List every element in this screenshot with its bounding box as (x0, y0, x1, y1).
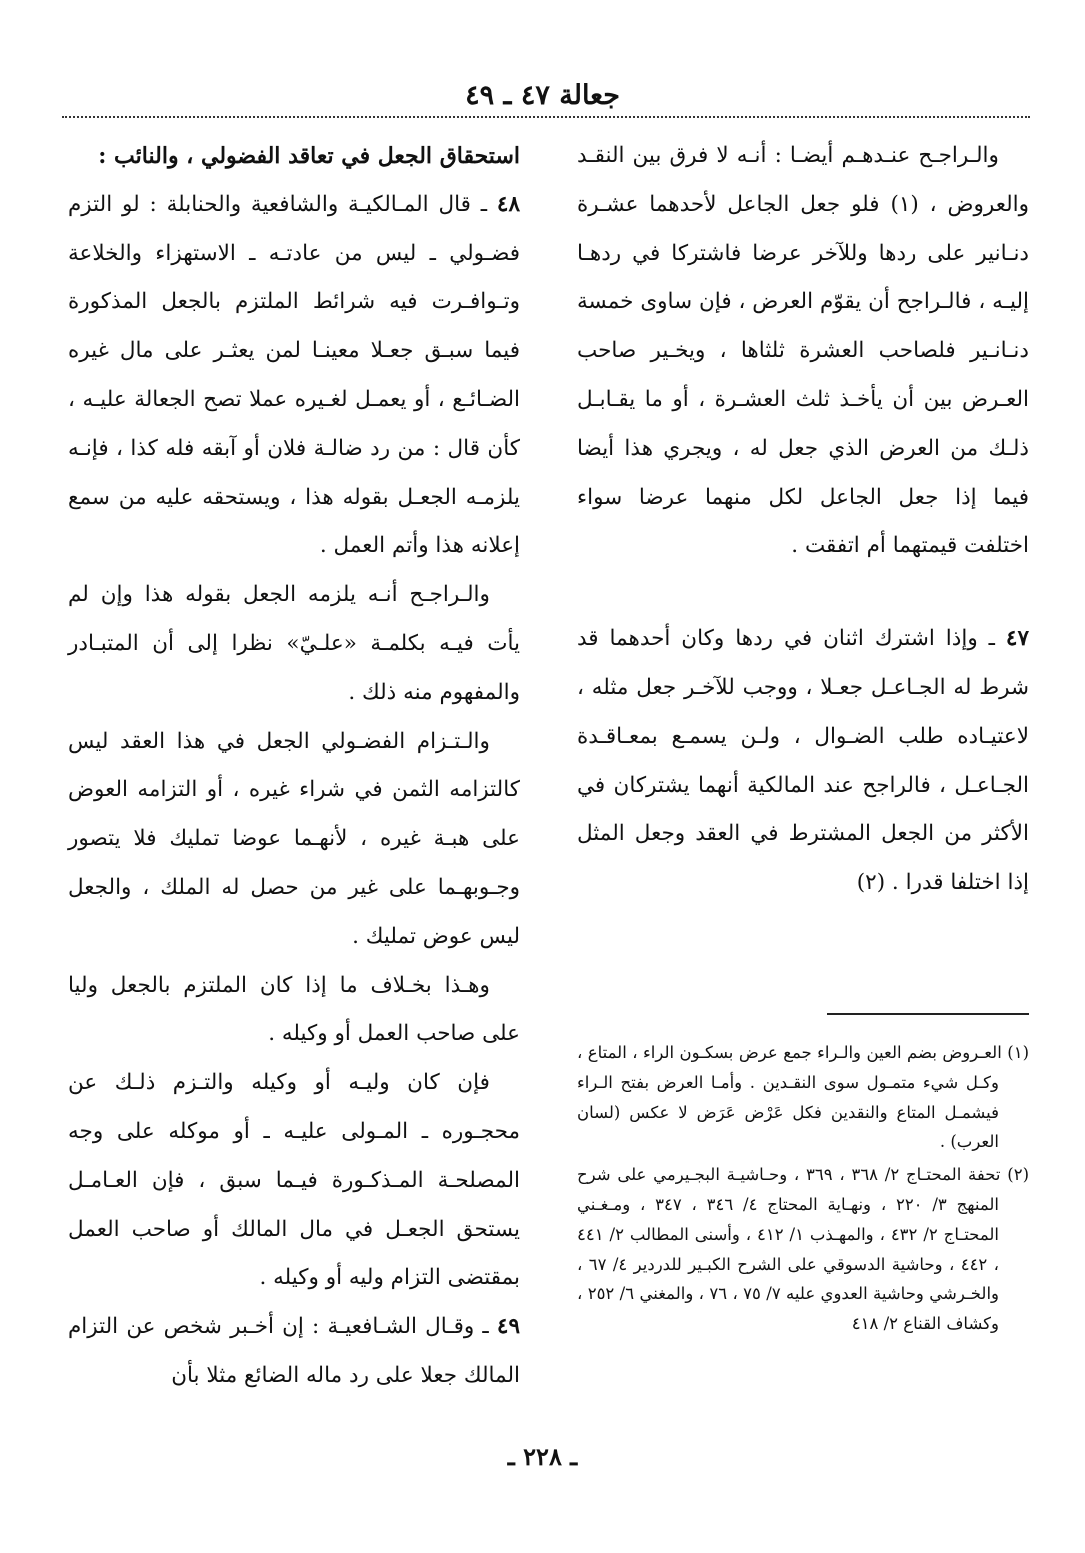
paragraph-48-text: ـ قال المـالكيـة والشافعية والحنابلة : لو التزم فضـولي ـ ليس من عادتـه ـ الاستهزاء والخلاعة وتـوافـرت فيه شرائط الملتزم بالجعل المذكورة فيما سبـق جعـلا معينـا لمن يعثـر على مال غيره الضـائـع ، أو يعمـل لغـيره عملا تصح الجعالة عليـه ، كأن قال : من رد ضالـة فلان أو آبقه فله كذا ، فإنـه يلزمـه الجعـل بقوله هذا ، ويستحقه عليه من سمع إعلانه هذا وأتم العمل . (68, 191, 520, 559)
paragraph-rajih-naqd-urud: والـراجـح عنـدهـم أيضـا : أنـه لا فرق بين النقـد والعروض ، (١) فلو جعل الجاعل لأحدهما عشـرة دنـانير على ردها وللآخر عرضا فاشتركا في ردهـا إليـه ، فالـراجح أن يقوّم العرض ، فإن ساوى خمسة دنـانـير فلصاحب العشرة ثلثاها ، ويخـير صاحب العـرض بين أن يأخـذ ثلث العشـرة ، أو ما يقـابـل ذلـك من العرض الذي جعل له ، ويجري هذا أيضا فيما إذا جعل الجاعل لكل منهما عرضا سواء اختلفت قيمتهما أم اتفقت . (577, 143, 1029, 559)
paragraph-rajih-ali: والـراجـح أنـه يلزمه الجعل بقوله هذا وإن لم يأت فيـه بكلمـة «علـيّ» نظرا إلى أن المتبـادر والمفهوم منه ذلك . (68, 582, 520, 705)
paragraph-49 (68, 1303, 520, 1401)
right-column (577, 132, 1029, 908)
paragraph-number-49: ٤٩ (496, 1314, 520, 1340)
paragraph-49-text: ـ وقـال الشـافعيـة : إن أخـبر شخص عن التزام المالك جعلا على رد ماله الضائع مثلا بأن (68, 1314, 520, 1388)
header-dotted-rule (62, 116, 1030, 118)
paragraph-wali-wakil: فإن كان وليـه أو وكيله والتـزم ذلـك عن محجـوره ـ المـولى عليـه ـ أو موكله على وجه المصلحـة المـذكـورة فيـما سبق ، فإن العـامـل يستحق الجعـل في مال المالك أو صاحب العمل بمقتضى التزام وليه أو وكيله . (68, 1070, 520, 1291)
footnote-2: (٢) تحفة المحتـاج ٢/ ٣٦٨ ، ٣٦٩ ، وحـاشيـة البجـيرمي على شرح المنهج ٣/ ٢٢٠ ، ونهـاية المحتاج ٤/ ٣٤٦ ، ٣٤٧ ، ومـغـني المحتـاج ٢/ ٤٣٢ ، والمهـذب ١/ ٤١٢ ، وأسنى المطالب ٢/ ٤٤١ ، ٤٤٢ ، وحاشية الدسوقي على الشرح الكبـير للدردير ٤/ ٦٧ ، والخـرشي وحاشية العدوي عليه ٧/ ٧٥ ، ٧٦ ، والمغني ٦/ ٢٥٢ ، وكشاف القناع ٢/ ٤١٨ (577, 1165, 1029, 1334)
paragraph-47 (577, 615, 1029, 908)
section-heading: استحقاق الجعل في تعاقد الفضولي ، والنائب : (98, 143, 520, 169)
paragraph-fudooli-commitment: والـتـزام الفضـولي الجعل في هذا العقد ليس كالتزامه الثمن في شراء غيره ، أو التزامه العوض على هبـة غيره ، لأنهـما عوضا تمليك فلا يتصور وجـوبهـما على غير من حصل له الملك ، والجعل ليس عوض تمليك . (68, 728, 520, 949)
footnote-separator (827, 1013, 1029, 1015)
left-column (68, 132, 520, 1401)
paragraph-48 (68, 181, 520, 571)
footnotes (577, 1038, 1029, 1342)
running-header: جعالة ٤٧ ـ ٤٩ (465, 80, 620, 111)
paragraph-number-48: ٤٨ (496, 191, 520, 217)
paragraph-47-text: ـ وإذا اشترك اثنان في ردها وكان أحدهما قد شرط له الجـاعـل جعـلا ، ووجب للآخـر جعل مثله ، لاعتيـاده طلب الضـوال ، ولـن يسمـع بمعـاقـدة الجـاعـل ، فالراجح عند المالكية أنهما يشتركان في الأكثر من الجعل المشترط في العقد وجعل المثل إذا اختلفا قدرا . (٢) (577, 626, 1029, 896)
paragraph-wali-exception: وهـذا بخـلاف ما إذا كان الملتزم بالجعل وليا على صاحب العمل أو وكيله . (68, 972, 520, 1047)
paragraph-number-47: ٤٧ (1005, 626, 1029, 652)
footnote-1: (١) العـروض بضم العين والـراء جمع عرض بسكـون الراء ، المتاع ، وكـل شيء متمـول سوى النقـدين . وأمـا العرض بفتح الـراء فيشمـل المتاع والنقدين فكل عَرْض عَرَض لا عكس (لسان العرب) . (577, 1043, 1029, 1152)
page-number: ـ ٢٢٨ ـ (507, 1442, 578, 1471)
